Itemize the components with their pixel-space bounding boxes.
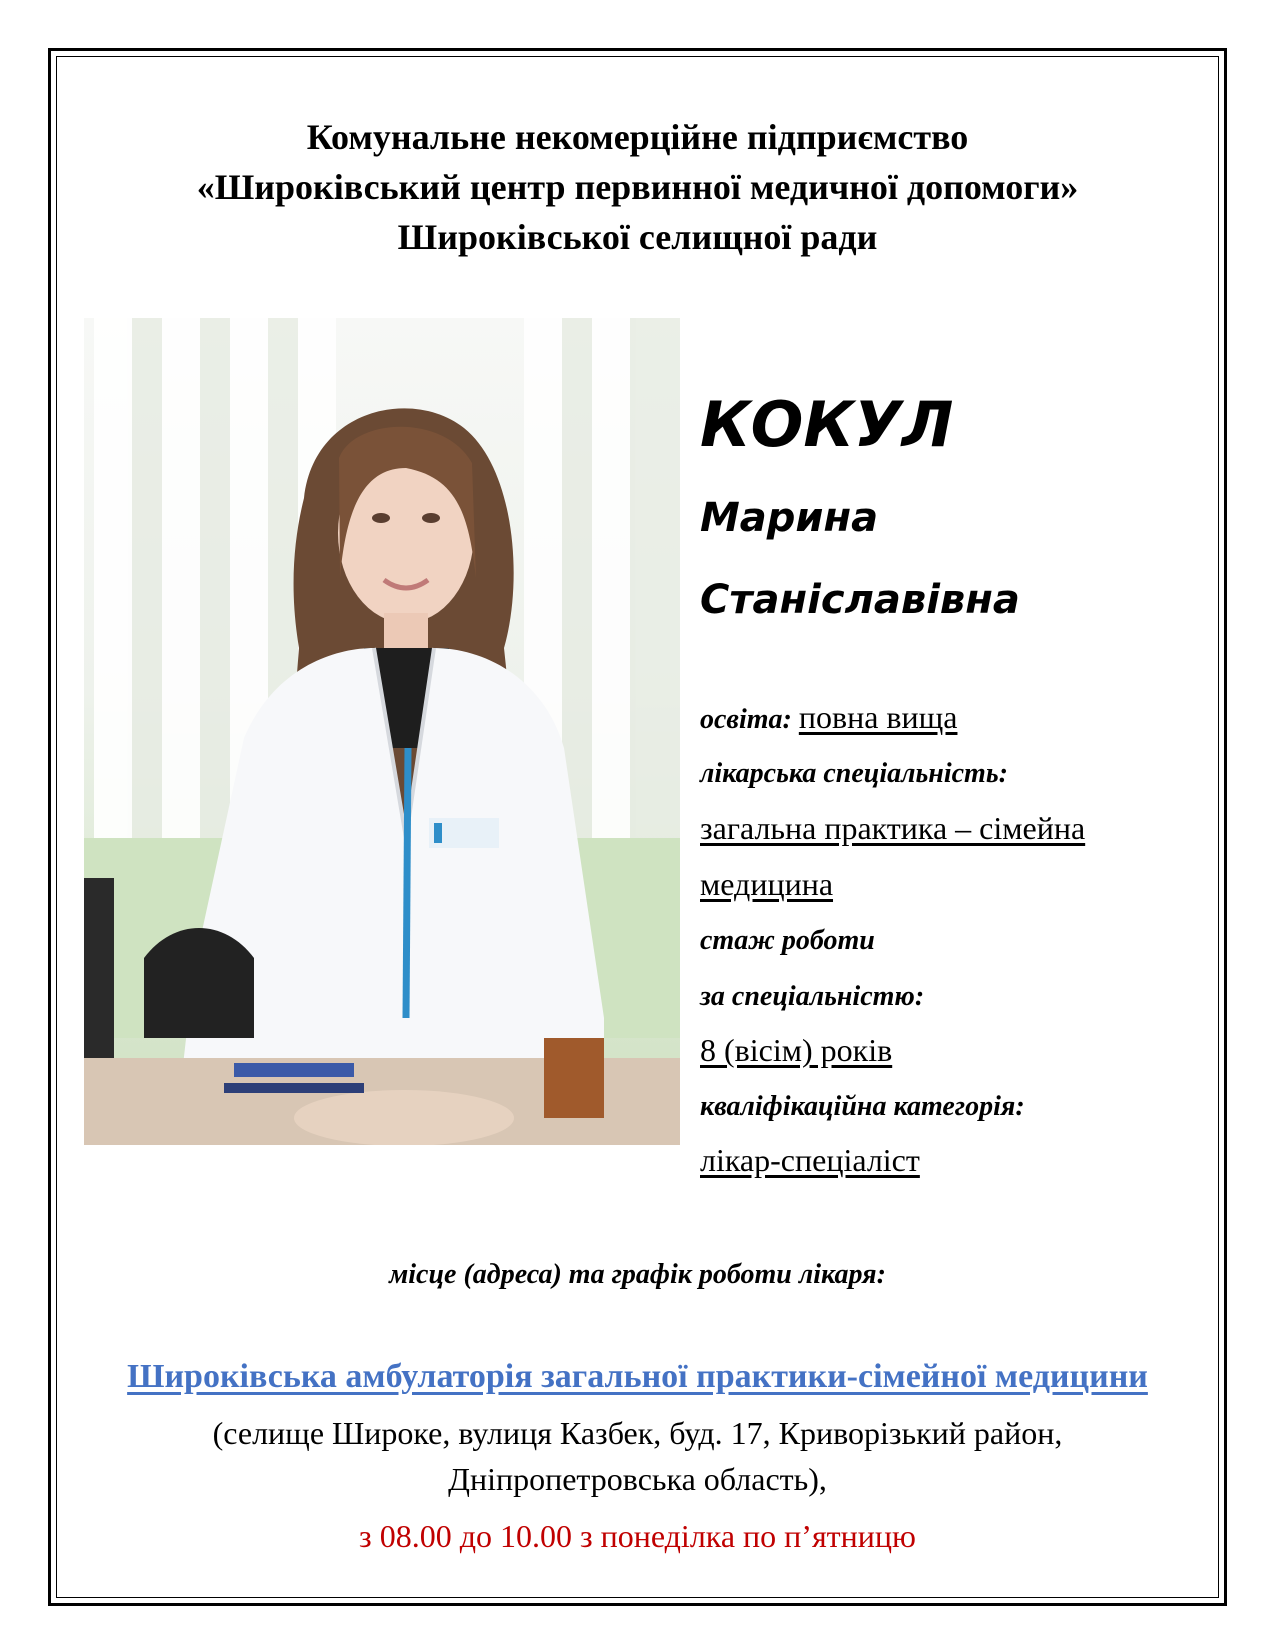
experience-label-line-2: за спеціальністю: xyxy=(700,981,925,1012)
schedule-label: місце (адреса) та графік роботи лікаря: xyxy=(389,1259,886,1290)
clinic-address xyxy=(60,1410,1215,1502)
education-label: освіта: xyxy=(700,704,792,735)
specialty-label: лікарська спеціальність: xyxy=(700,758,1008,789)
specialty-value-line-2: медицина xyxy=(700,866,834,902)
experience-label-line-1: стаж роботи xyxy=(700,925,875,956)
experience-value: 8 (вісім) років xyxy=(700,1032,893,1068)
doctor-photo xyxy=(84,318,680,1145)
address-line-1: (селище Широке, вулиця Казбек, буд. 17, Криворізький район, xyxy=(212,1415,1063,1451)
address-line-2: Дніпропетровська область), xyxy=(448,1461,827,1497)
doctor-first-name: Марина xyxy=(700,495,879,541)
header-line-2: «Широківський центр первинної медичної допомоги» xyxy=(196,167,1079,207)
doctor-patronymic: Станіславівна xyxy=(700,577,1020,623)
specialty-value-line-1: загальна практика – сімейна xyxy=(700,810,1086,846)
education-row xyxy=(700,697,957,740)
clinic-name-link[interactable]: Широківська амбулаторія загальної практики-сімейної медицини xyxy=(127,1358,1148,1395)
category-value: лікар-спеціаліст xyxy=(700,1142,920,1178)
category-label: кваліфікаційна категорія: xyxy=(700,1091,1025,1122)
education-value: повна вища xyxy=(798,699,958,735)
header-line-3: Широківської селищної ради xyxy=(397,217,878,257)
header-line-1: Комунальне некомерційне підприємство xyxy=(306,117,969,157)
organization-header xyxy=(60,112,1215,262)
doctor-surname: КОКУЛ xyxy=(700,388,954,461)
working-hours: з 08.00 до 10.00 з понеділка по п’ятницю xyxy=(359,1518,916,1554)
